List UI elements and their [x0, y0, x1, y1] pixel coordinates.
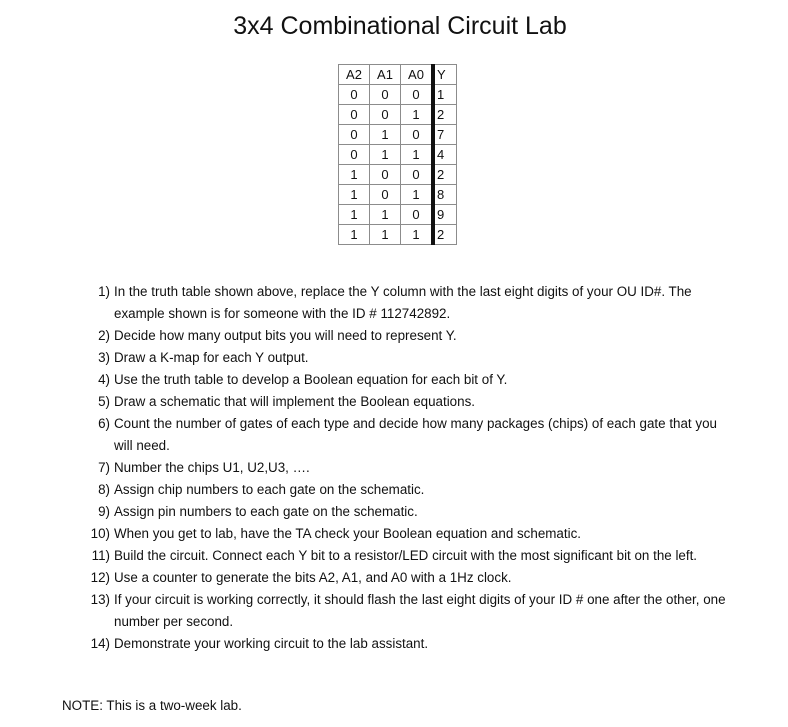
table-header-row	[339, 65, 457, 85]
cell-input: 0	[339, 105, 370, 125]
cell-input: 1	[370, 205, 401, 225]
step-text: Draw a K-map for each Y output.	[114, 350, 309, 365]
cell-input: 0	[401, 125, 434, 145]
list-item	[82, 369, 732, 391]
step-number: 10)	[90, 526, 110, 541]
cell-y: 8	[433, 185, 457, 205]
cell-input: 0	[370, 165, 401, 185]
step-number: 7)	[98, 460, 110, 475]
cell-input: 0	[370, 185, 401, 205]
step-number: 9)	[98, 504, 110, 519]
cell-input: 0	[401, 165, 434, 185]
cell-input: 1	[370, 225, 401, 245]
cell-y: 4	[433, 145, 457, 165]
cell-input: 0	[339, 125, 370, 145]
cell-y: 2	[433, 225, 457, 245]
step-number: 4)	[98, 372, 110, 387]
step-text: Draw a schematic that will implement the Boolean equations.	[114, 394, 475, 409]
step-number: 6)	[98, 416, 110, 431]
page-title: 3x4 Combinational Circuit Lab	[233, 12, 567, 40]
cell-input: 0	[370, 105, 401, 125]
step-number: 3)	[98, 350, 110, 365]
step-number: 12)	[90, 570, 110, 585]
step-number: 5)	[98, 394, 110, 409]
step-text: When you get to lab, have the TA check your Boolean equation and schematic.	[114, 526, 581, 541]
step-text: Assign chip numbers to each gate on the schematic.	[114, 482, 425, 497]
step-number: 13)	[90, 592, 110, 607]
table-row	[339, 225, 457, 245]
table-row	[339, 185, 457, 205]
cell-input: 0	[339, 85, 370, 105]
cell-input: 1	[401, 225, 434, 245]
cell-input: 1	[401, 145, 434, 165]
cell-input: 0	[339, 145, 370, 165]
table-row	[339, 165, 457, 185]
step-text: If your circuit is working correctly, it should flash the last eight digits of your ID # one after the other, one number per second.	[114, 592, 726, 629]
table-row	[339, 205, 457, 225]
column-header-y: Y	[433, 65, 457, 85]
step-text: Assign pin numbers to each gate on the schematic.	[114, 504, 418, 519]
cell-input: 1	[339, 165, 370, 185]
cell-y: 7	[433, 125, 457, 145]
cell-input: 0	[370, 85, 401, 105]
note-text: NOTE: This is a two-week lab.	[62, 698, 242, 713]
cell-y: 1	[433, 85, 457, 105]
list-item	[82, 413, 732, 457]
table-row	[339, 105, 457, 125]
step-number: 2)	[98, 328, 110, 343]
cell-input: 0	[401, 85, 434, 105]
cell-y: 9	[433, 205, 457, 225]
cell-input: 1	[370, 125, 401, 145]
step-text: Use a counter to generate the bits A2, A1, and A0 with a 1Hz clock.	[114, 570, 512, 585]
step-text: Decide how many output bits you will need to represent Y.	[114, 328, 457, 343]
table-body	[339, 85, 457, 245]
table-row	[339, 85, 457, 105]
list-item	[82, 325, 732, 347]
step-number: 11)	[91, 548, 110, 563]
list-item	[82, 589, 732, 633]
table-row	[339, 145, 457, 165]
list-item	[82, 347, 732, 369]
step-text: Build the circuit. Connect each Y bit to a resistor/LED circuit with the most significant bit on the left.	[114, 548, 698, 563]
cell-input: 0	[401, 205, 434, 225]
column-header-a0: A0	[401, 65, 434, 85]
cell-input: 1	[339, 205, 370, 225]
list-item	[82, 457, 732, 479]
list-item	[82, 633, 732, 655]
truth-table	[338, 64, 457, 245]
list-item	[82, 567, 732, 589]
step-text: In the truth table shown above, replace the Y column with the last eight digits of your OU ID#. The example shown is for someone with the ID # 112742892.	[114, 284, 692, 321]
cell-input: 1	[339, 185, 370, 205]
list-item	[82, 391, 732, 413]
cell-y: 2	[433, 165, 457, 185]
cell-input: 1	[401, 105, 434, 125]
instruction-list	[82, 281, 732, 655]
list-item	[82, 281, 732, 325]
table-row	[339, 125, 457, 145]
step-text: Number the chips U1, U2,U3, ….	[114, 460, 310, 475]
list-item	[82, 479, 732, 501]
list-item	[82, 545, 732, 567]
step-number: 1)	[98, 284, 110, 299]
column-header-a2: A2	[339, 65, 370, 85]
cell-y: 2	[433, 105, 457, 125]
column-header-a1: A1	[370, 65, 401, 85]
step-text: Use the truth table to develop a Boolean equation for each bit of Y.	[114, 372, 508, 387]
list-item	[82, 501, 732, 523]
cell-input: 1	[339, 225, 370, 245]
step-text: Demonstrate your working circuit to the lab assistant.	[114, 636, 429, 651]
step-text: Count the number of gates of each type and decide how many packages (chips) of each gate that you will need.	[114, 416, 717, 453]
list-item	[82, 523, 732, 545]
step-number: 14)	[90, 636, 110, 651]
cell-input: 1	[401, 185, 434, 205]
step-number: 8)	[98, 482, 110, 497]
cell-input: 1	[370, 145, 401, 165]
